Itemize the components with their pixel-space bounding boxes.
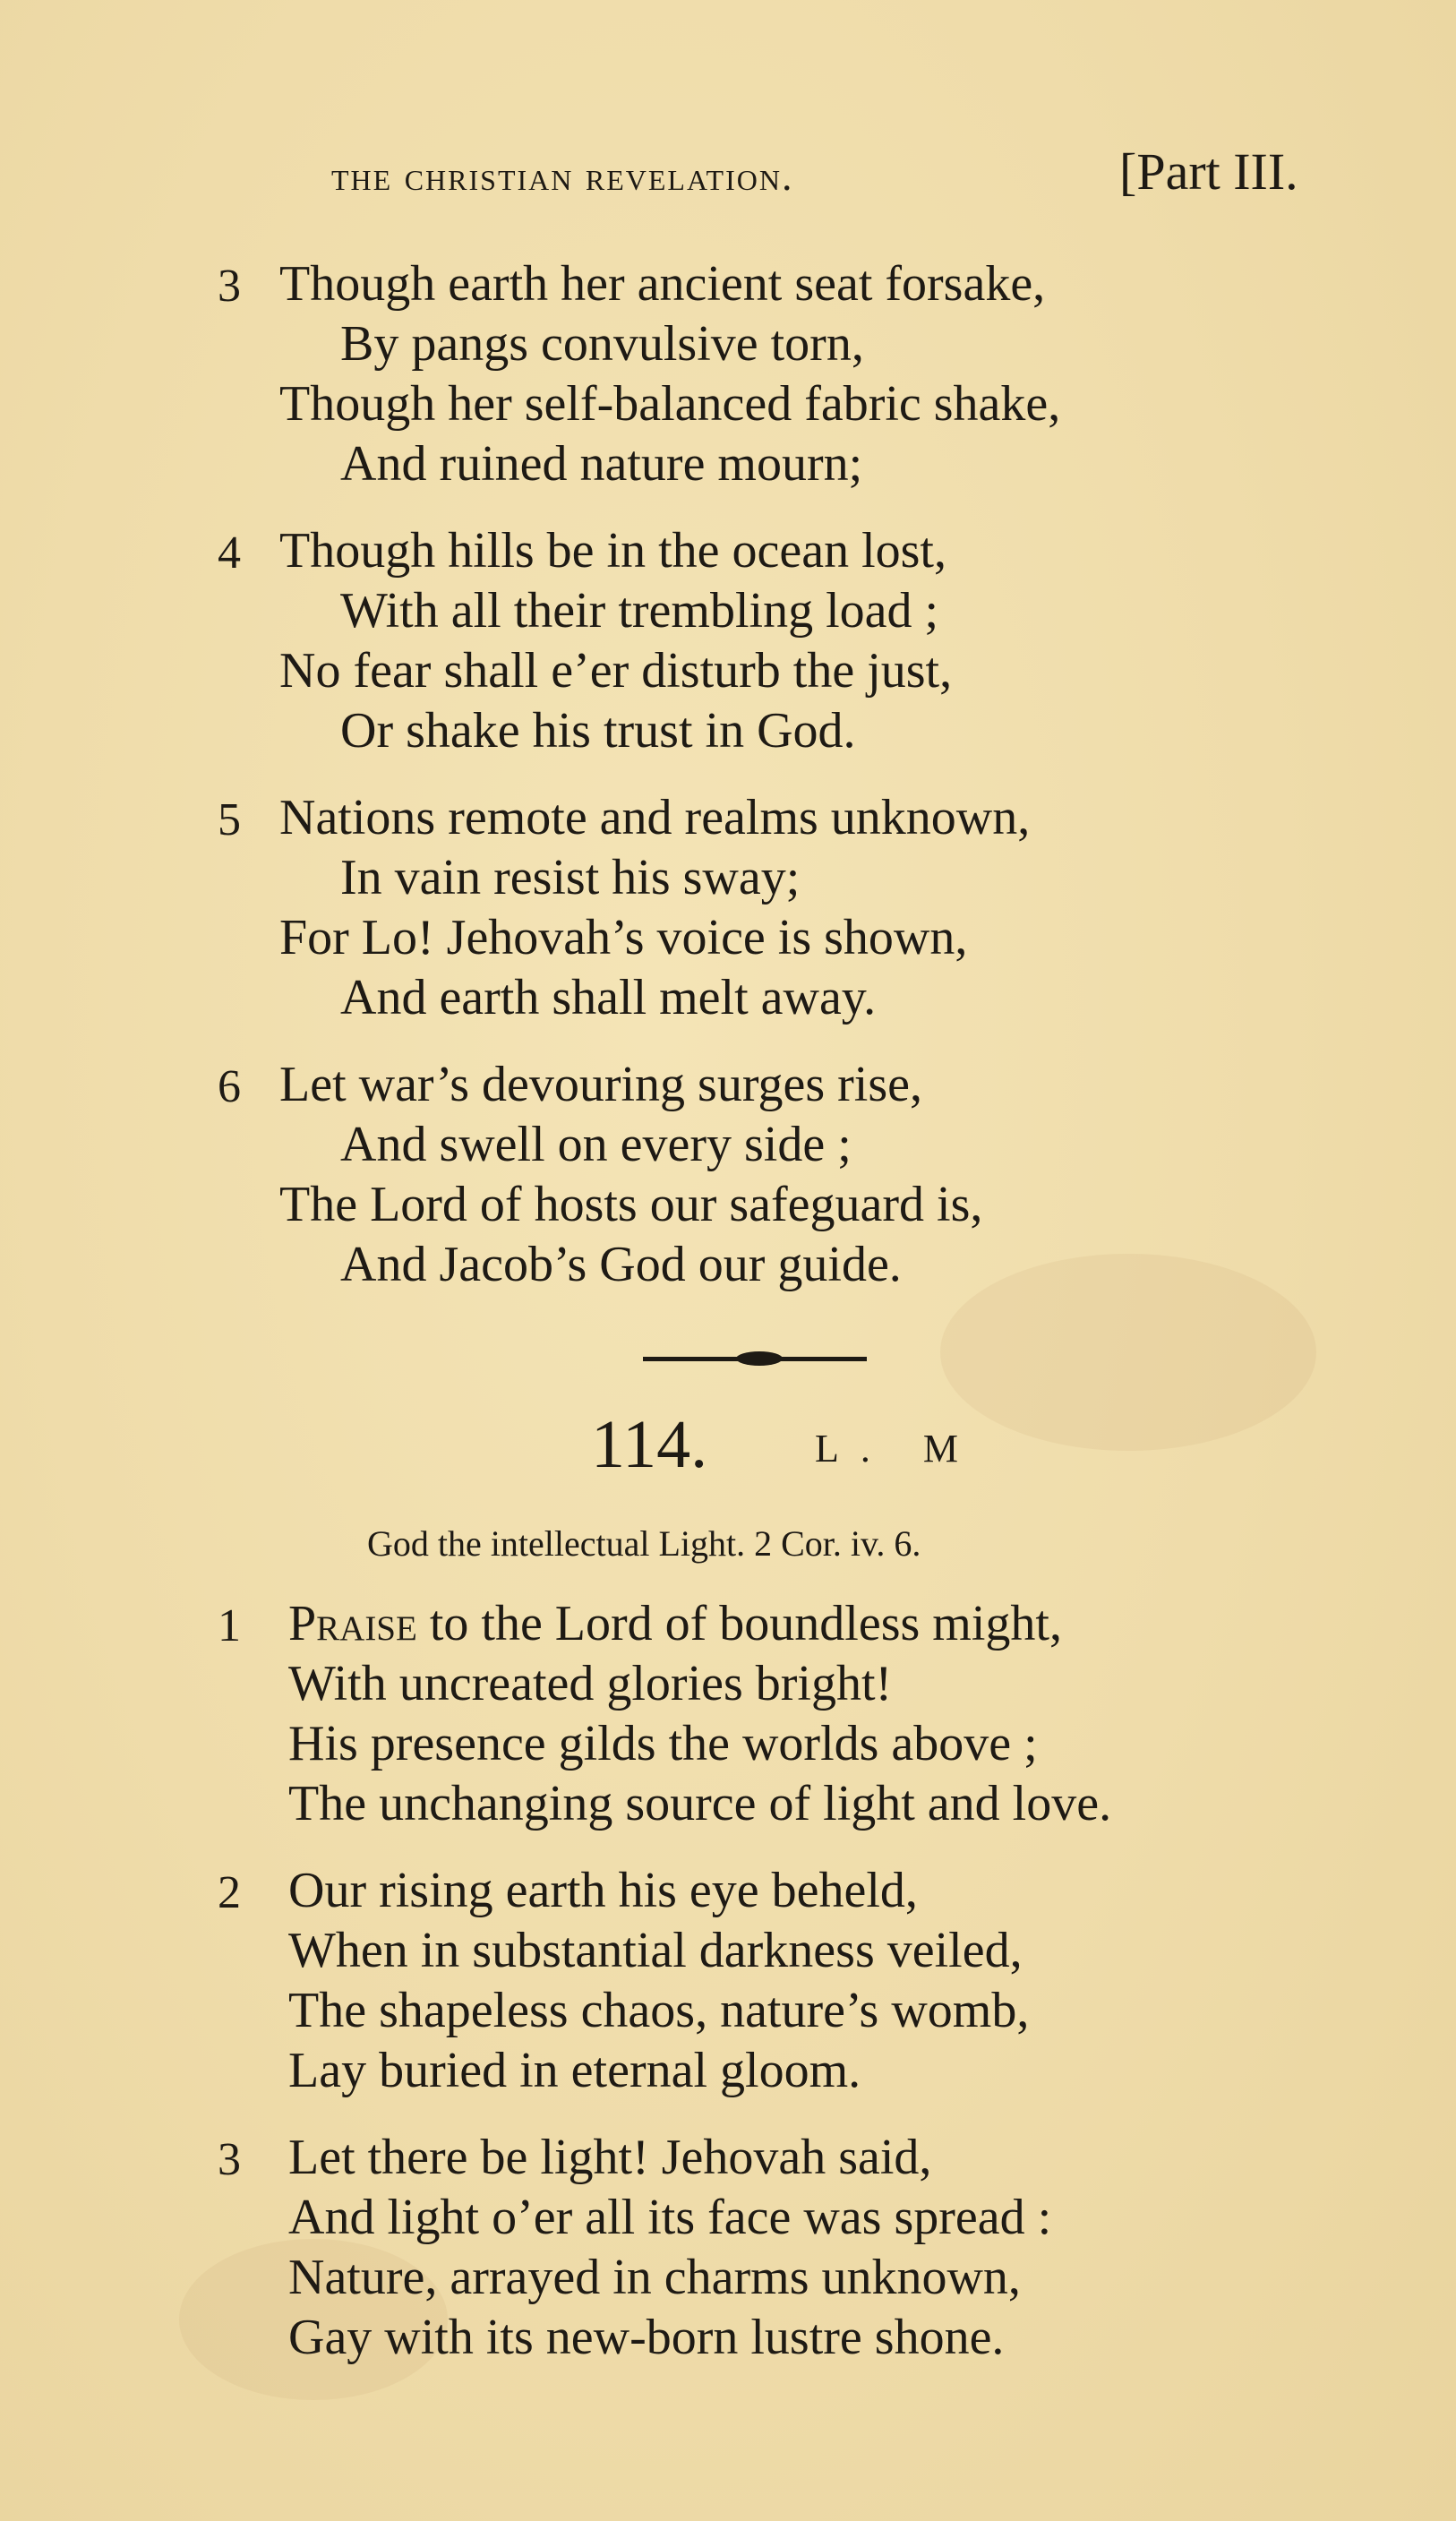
verse-line: By pangs convulsive torn,	[340, 316, 864, 372]
verse-line: Lay buried in eternal gloom.	[288, 2043, 861, 2098]
verse-line: When in substantial darkness veiled,	[288, 1923, 1023, 1978]
verse-line: The shapeless chaos, nature’s womb,	[288, 1983, 1030, 2038]
verse-line: For Lo! Jehovah’s voice is shown,	[279, 910, 968, 965]
verse-line: And light o’er all its face was spread :	[288, 2190, 1052, 2245]
verse-line: Let war’s devouring surges rise,	[279, 1057, 922, 1112]
verse-line: And ruined nature mourn;	[340, 436, 863, 492]
verse-line: Nations remote and realms unknown,	[279, 790, 1031, 845]
running-title: the christian revelation.	[331, 153, 794, 199]
verse-line: Though earth her ancient seat forsake,	[279, 256, 1046, 312]
stanza-number: 5	[218, 794, 241, 845]
verse-line: Though her self-balanced fabric shake,	[279, 376, 1061, 432]
verse-line: In vain resist his sway;	[340, 850, 801, 905]
verse-line: No fear shall e’er disturb the just,	[279, 643, 953, 699]
verse-line: And earth shall melt away.	[340, 970, 877, 1025]
verse-line: Or shake his trust in God.	[340, 703, 856, 759]
stanza-number: 3	[218, 2134, 241, 2185]
verse-line: The Lord of hosts our safeguard is,	[279, 1177, 983, 1232]
stanza-number: 6	[218, 1061, 241, 1112]
hymn-number: 114.	[591, 1407, 708, 1482]
stanza-number: 4	[218, 527, 241, 579]
verse-line: His presence gilds the worlds above ;	[288, 1716, 1038, 1771]
verse-line: With all their trembling load ;	[340, 583, 939, 639]
verse-line: Our rising earth his eye beheld,	[288, 1863, 918, 1918]
part-label: [Part III.	[1119, 142, 1298, 201]
initial-word: Praise	[288, 1596, 417, 1651]
verse-line: The unchanging source of light and love.	[288, 1776, 1112, 1831]
hymn-meter: L. M	[815, 1427, 980, 1471]
verse-line: And swell on every side ;	[340, 1117, 852, 1172]
verse-line-rest: to the Lord of boundless might,	[416, 1596, 1062, 1651]
verse-line-first	[288, 1594, 1062, 1653]
hymn-title: God the intellectual Light. 2 Cor. iv. 6.	[367, 1523, 921, 1564]
page-header	[331, 142, 1298, 201]
stanza-number: 3	[218, 261, 241, 312]
verse-line: And Jacob’s God our guide.	[340, 1237, 902, 1292]
verse-line: Though hills be in the ocean lost,	[279, 523, 946, 579]
verse-line: Nature, arrayed in charms unknown,	[288, 2250, 1021, 2305]
verse-line: With uncreated glories bright!	[288, 1656, 893, 1711]
verse-line: Let there be light! Jehovah said,	[288, 2130, 932, 2185]
stanza-number: 2	[218, 1867, 241, 1918]
paper-stain	[940, 1254, 1316, 1451]
divider-ornament	[736, 1351, 783, 1366]
verse-line: Gay with its new-born lustre shone.	[288, 2310, 1005, 2365]
stanza-number: 1	[218, 1600, 241, 1651]
